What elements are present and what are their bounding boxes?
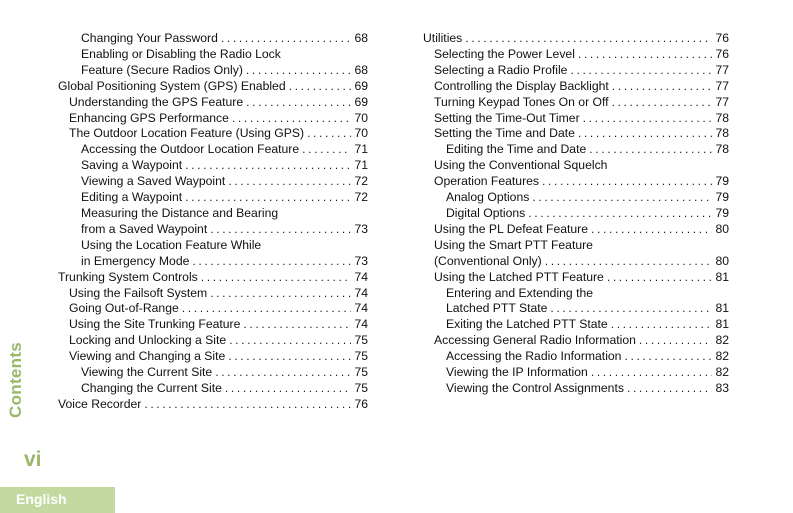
toc-entry[interactable] [423, 238, 729, 270]
toc-entry[interactable] [423, 333, 729, 349]
toc-entry-page: 78 [715, 110, 729, 125]
toc-entry-title: from a Saved Waypoint [81, 221, 208, 236]
toc-entry-title: Saving a Waypoint [81, 158, 183, 173]
dot-leader [612, 95, 712, 111]
toc-entry[interactable] [423, 190, 729, 206]
toc-left-column [58, 31, 368, 413]
toc-entry[interactable] [423, 126, 729, 142]
language-tab [0, 487, 115, 513]
toc-entry[interactable] [58, 365, 368, 381]
dot-leader [232, 111, 351, 127]
toc-entry[interactable] [58, 349, 368, 365]
toc-entry-title: Using the Failsoft System [69, 285, 208, 300]
page-number: vi [24, 448, 42, 471]
dot-leader [225, 381, 351, 397]
toc-entry-page: 81 [715, 301, 729, 316]
toc-entry[interactable] [58, 238, 368, 270]
toc-entry-page: 78 [715, 126, 729, 141]
toc-entry-page: 70 [354, 126, 368, 141]
toc-entry-title: Accessing the Outdoor Location Feature [81, 142, 300, 157]
toc-entry-title: Accessing General Radio Information [434, 333, 636, 348]
toc-entry-page: 80 [715, 253, 729, 268]
dot-leader [578, 126, 712, 142]
toc-entry-page: 78 [715, 142, 729, 157]
dot-leader [246, 95, 351, 111]
toc-entry-page: 75 [354, 349, 368, 364]
toc-entry-title: Selecting the Power Level [434, 46, 575, 61]
toc-entry-title: Viewing the IP Information [446, 365, 588, 380]
toc-entry-title: The Outdoor Location Feature (Using GPS) [69, 126, 305, 141]
dot-leader [144, 397, 351, 413]
toc-entry-title: Changing the Current Site [81, 380, 222, 395]
toc-right-column [423, 31, 729, 397]
dot-leader [545, 254, 712, 270]
dot-leader [607, 270, 712, 286]
toc-entry[interactable] [423, 79, 729, 95]
dot-leader [612, 79, 712, 95]
dot-leader [639, 333, 712, 349]
dot-leader [550, 301, 712, 317]
dot-leader [627, 381, 712, 397]
toc-entry[interactable] [58, 397, 368, 413]
toc-entry-title: Analog Options [446, 190, 530, 205]
toc-entry-title: Latched PTT State [446, 301, 548, 316]
dot-leader [185, 190, 351, 206]
toc-entry[interactable] [58, 174, 368, 190]
toc-entry-title: Voice Recorder [58, 396, 142, 411]
toc-entry-title: Accessing the Radio Information [446, 349, 622, 364]
dot-leader [465, 31, 712, 47]
section-title: Contents [6, 341, 25, 418]
toc-entry-page: 77 [715, 78, 729, 93]
toc-entry-page: 72 [354, 190, 368, 205]
dot-leader [210, 222, 351, 238]
dot-leader [192, 254, 351, 270]
toc-entry[interactable] [58, 142, 368, 158]
toc-entry[interactable] [423, 63, 729, 79]
toc-entry-title: Locking and Unlocking a Site [69, 333, 227, 348]
toc-entry-page: 77 [715, 94, 729, 109]
toc-entry-title: Understanding the GPS Feature [69, 94, 244, 109]
toc-entry-title: Utilities [423, 31, 463, 45]
toc-entry-page: 70 [354, 110, 368, 125]
toc-entry-title: Setting the Time and Date [434, 126, 575, 141]
dot-leader [532, 190, 712, 206]
toc-entry[interactable] [58, 126, 368, 142]
toc-entry-title-line: Enabling or Disabling the Radio Lock [81, 46, 281, 61]
toc-entry-page: 76 [354, 396, 368, 411]
dot-leader [302, 142, 351, 158]
toc-entry[interactable] [423, 286, 729, 318]
toc-entry-page: 83 [715, 380, 729, 395]
dot-leader [583, 111, 712, 127]
toc-entry[interactable] [58, 317, 368, 333]
toc-entry-page: 76 [715, 46, 729, 61]
toc-entry-title-line: Using the Smart PTT Feature [434, 237, 593, 252]
toc-entry[interactable] [423, 111, 729, 127]
toc-entry[interactable] [423, 206, 729, 222]
toc-entry-title: Enhancing GPS Performance [69, 110, 229, 125]
toc-entry-title: Changing Your Password [81, 31, 218, 45]
toc-entry-title: Editing a Waypoint [81, 190, 183, 205]
toc-entry-title: in Emergency Mode [81, 253, 190, 268]
toc-entry-title: Digital Options [446, 205, 526, 220]
toc-entry-page: 79 [715, 205, 729, 220]
toc-entry-page: 76 [715, 31, 729, 45]
dot-leader [611, 317, 712, 333]
dot-leader [228, 174, 351, 190]
toc-entry-title: Viewing a Saved Waypoint [81, 174, 226, 189]
toc-entry-title: Using the Latched PTT Feature [434, 269, 604, 284]
toc-entry-page: 71 [354, 158, 368, 173]
toc-entry-title: Global Positioning System (GPS) Enabled [58, 78, 286, 93]
toc-entry-title: Turning Keypad Tones On or Off [434, 94, 609, 109]
dot-leader [307, 126, 351, 142]
toc-entry[interactable] [423, 47, 729, 63]
toc-entry[interactable] [58, 270, 368, 286]
toc-entry[interactable] [58, 79, 368, 95]
toc-entry-page: 71 [354, 142, 368, 157]
dot-leader [201, 270, 351, 286]
dot-leader [591, 365, 712, 381]
toc-entry[interactable] [423, 222, 729, 238]
toc-entry-title: Viewing the Control Assignments [446, 380, 624, 395]
toc-entry-page: 82 [715, 349, 729, 364]
toc-entry[interactable] [58, 31, 368, 47]
toc-entry-page: 75 [354, 365, 368, 380]
dot-leader [210, 286, 351, 302]
toc-entry[interactable] [58, 286, 368, 302]
toc-entry[interactable] [423, 317, 729, 333]
toc-entry[interactable] [423, 381, 729, 397]
toc-entry-page: 74 [354, 317, 368, 332]
toc-entry-title: Going Out-of-Range [69, 301, 179, 316]
toc-entry-title: Editing the Time and Date [446, 142, 587, 157]
toc-entry-page: 72 [354, 174, 368, 189]
toc-entry[interactable] [58, 206, 368, 238]
toc-entry-page: 73 [354, 221, 368, 236]
toc-entry-page: 79 [715, 174, 729, 189]
language-label: English [16, 491, 67, 507]
toc-entry-title: Setting the Time-Out Timer [434, 110, 580, 125]
dot-leader [182, 301, 351, 317]
toc-entry-page: 74 [354, 285, 368, 300]
dot-leader [589, 142, 712, 158]
toc-entry-title: Controlling the Display Backlight [434, 78, 609, 93]
dot-leader [243, 317, 351, 333]
toc-entry[interactable] [423, 95, 729, 111]
toc-entry[interactable] [58, 190, 368, 206]
toc-entry-title-line: Using the Location Feature While [81, 237, 262, 252]
toc-entry-title: Viewing and Changing a Site [69, 349, 226, 364]
toc-entry-page: 77 [715, 62, 729, 77]
dot-leader [215, 365, 351, 381]
toc-entry-page: 68 [354, 31, 368, 45]
toc-entry[interactable] [58, 333, 368, 349]
toc-entry-title: Exiting the Latched PTT State [446, 317, 608, 332]
toc-entry[interactable] [423, 365, 729, 381]
toc-entry-page: 79 [715, 190, 729, 205]
toc-entry-page: 81 [715, 317, 729, 332]
dot-leader [246, 63, 351, 79]
toc-entry-title: Selecting a Radio Profile [434, 62, 568, 77]
toc-entry[interactable] [58, 95, 368, 111]
dot-leader [221, 31, 351, 47]
toc-entry-title: Using the PL Defeat Feature [434, 221, 589, 236]
toc-entry[interactable] [423, 270, 729, 286]
dot-leader [185, 158, 351, 174]
dot-leader [228, 349, 351, 365]
toc-entry[interactable] [423, 158, 729, 190]
toc-entry-title: (Conventional Only) [434, 253, 542, 268]
toc-entry-page: 74 [354, 269, 368, 284]
toc-entry[interactable] [58, 158, 368, 174]
toc-entry-title-line: Using the Conventional Squelch [434, 158, 608, 173]
toc-entry-title: Trunking System Controls [58, 269, 198, 284]
dot-leader [624, 349, 712, 365]
dot-leader [542, 174, 712, 190]
dot-leader [591, 222, 712, 238]
dot-leader [570, 63, 712, 79]
toc-entry-title: Feature (Secure Radios Only) [81, 62, 243, 77]
toc-entry[interactable] [423, 31, 729, 47]
dot-leader [528, 206, 712, 222]
toc-entry-title-line: Measuring the Distance and Bearing [81, 205, 279, 220]
toc-entry-page: 69 [354, 78, 368, 93]
toc-entry-page: 69 [354, 94, 368, 109]
toc-entry[interactable] [58, 381, 368, 397]
toc-entry[interactable] [423, 142, 729, 158]
toc-entry[interactable] [58, 47, 368, 79]
toc-entry-page: 82 [715, 365, 729, 380]
toc-entry-title-line: Entering and Extending the [446, 285, 594, 300]
toc-entry-page: 82 [715, 333, 729, 348]
toc-entry-page: 80 [715, 221, 729, 236]
dot-leader [578, 47, 712, 63]
toc-entry-page: 68 [354, 62, 368, 77]
toc-entry-page: 75 [354, 333, 368, 348]
toc-entry-title: Viewing the Current Site [81, 365, 213, 380]
toc-entry[interactable] [58, 111, 368, 127]
toc-entry-page: 75 [354, 380, 368, 395]
toc-entry-title: Operation Features [434, 174, 540, 189]
dot-leader [229, 333, 351, 349]
toc-entry-page: 74 [354, 301, 368, 316]
toc-entry-page: 73 [354, 253, 368, 268]
toc-entry[interactable] [58, 301, 368, 317]
toc-entry-title: Using the Site Trunking Feature [69, 317, 241, 332]
toc-entry[interactable] [423, 349, 729, 365]
dot-leader [289, 79, 351, 95]
toc-entry-page: 81 [715, 269, 729, 284]
